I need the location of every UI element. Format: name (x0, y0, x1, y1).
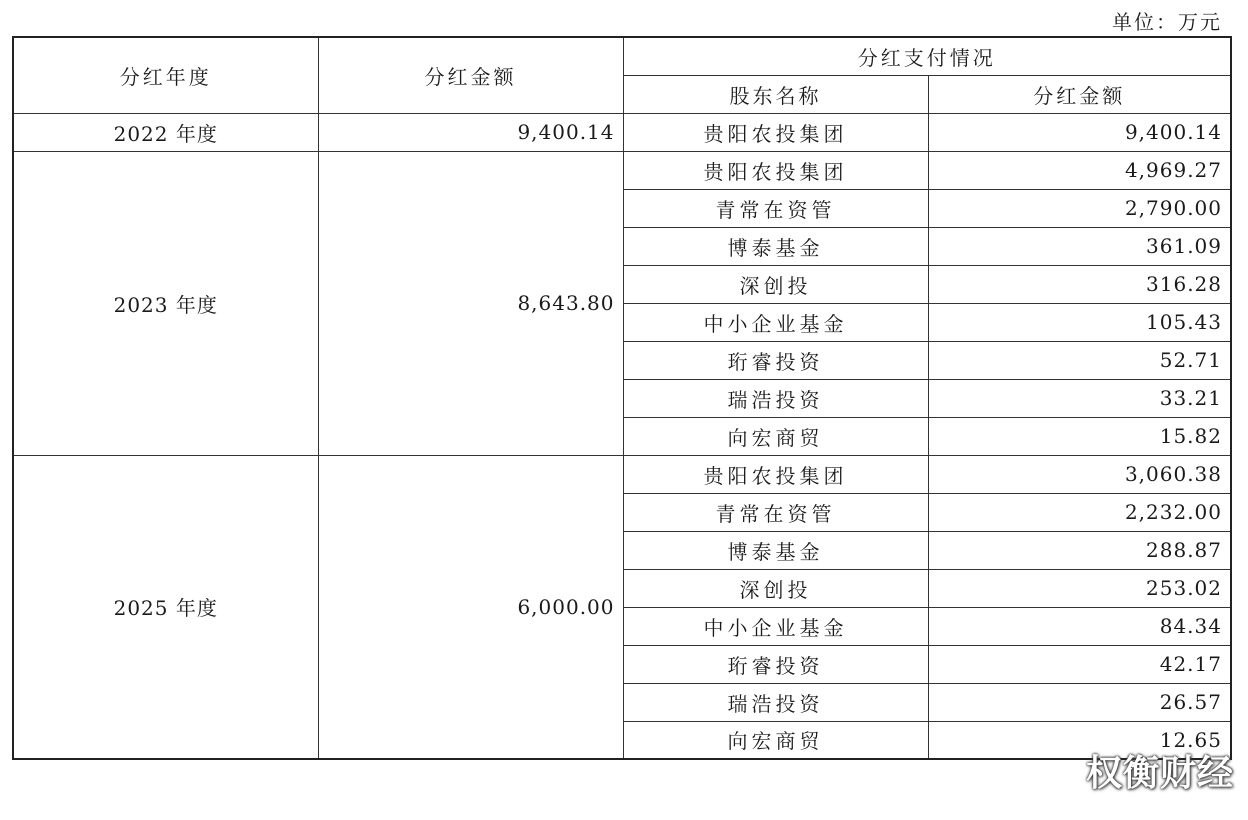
dividend-total-amount: 6,000.00 (318, 455, 623, 759)
watermark-logo: 权衡财经 (1085, 753, 1234, 794)
shareholder-name: 青常在资管 (623, 493, 928, 531)
shareholder-amount: 105.43 (928, 303, 1231, 341)
shareholder-amount: 3,060.38 (928, 455, 1231, 493)
shareholder-name: 贵阳农投集团 (623, 455, 928, 493)
shareholder-name: 博泰基金 (623, 531, 928, 569)
shareholder-amount: 42.17 (928, 645, 1231, 683)
shareholder-amount: 361.09 (928, 227, 1231, 265)
shareholder-name: 深创投 (623, 569, 928, 607)
shareholder-amount: 12.65 (928, 721, 1231, 759)
table-body (13, 113, 1231, 759)
shareholder-amount: 288.87 (928, 531, 1231, 569)
dividend-year: 2022 年度 (13, 113, 318, 151)
header-share-amount: 分红金额 (928, 75, 1231, 113)
shareholder-amount: 15.82 (928, 417, 1231, 455)
shareholder-amount: 316.28 (928, 265, 1231, 303)
shareholder-amount: 4,969.27 (928, 151, 1231, 189)
shareholder-name: 瑞浩投资 (623, 379, 928, 417)
shareholder-amount: 33.21 (928, 379, 1231, 417)
table-row (13, 455, 1231, 493)
shareholder-amount: 26.57 (928, 683, 1231, 721)
shareholder-name: 贵阳农投集团 (623, 113, 928, 151)
shareholder-amount: 84.34 (928, 607, 1231, 645)
shareholder-amount: 253.02 (928, 569, 1231, 607)
shareholder-name: 贵阳农投集团 (623, 151, 928, 189)
shareholder-amount: 2,790.00 (928, 189, 1231, 227)
dividend-total-amount: 9,400.14 (318, 113, 623, 151)
shareholder-name: 博泰基金 (623, 227, 928, 265)
shareholder-name: 向宏商贸 (623, 417, 928, 455)
unit-label: 单位：万元 (1112, 10, 1222, 34)
header-amount: 分红金额 (318, 37, 623, 113)
shareholder-amount: 2,232.00 (928, 493, 1231, 531)
dividend-year: 2025 年度 (13, 455, 318, 759)
shareholder-name: 向宏商贸 (623, 721, 928, 759)
shareholder-name: 中小企业基金 (623, 303, 928, 341)
shareholder-name: 瑞浩投资 (623, 683, 928, 721)
shareholder-amount: 52.71 (928, 341, 1231, 379)
dividend-table (12, 36, 1232, 760)
shareholder-amount: 9,400.14 (928, 113, 1231, 151)
shareholder-name: 珩睿投资 (623, 645, 928, 683)
header-shareholder: 股东名称 (623, 75, 928, 113)
shareholder-name: 珩睿投资 (623, 341, 928, 379)
dividend-total-amount: 8,643.80 (318, 151, 623, 455)
header-year: 分红年度 (13, 37, 318, 113)
dividend-year: 2023 年度 (13, 151, 318, 455)
header-payment: 分红支付情况 (623, 37, 1231, 75)
table-row (13, 151, 1231, 189)
shareholder-name: 青常在资管 (623, 189, 928, 227)
shareholder-name: 中小企业基金 (623, 607, 928, 645)
shareholder-name: 深创投 (623, 265, 928, 303)
table-row (13, 113, 1231, 151)
